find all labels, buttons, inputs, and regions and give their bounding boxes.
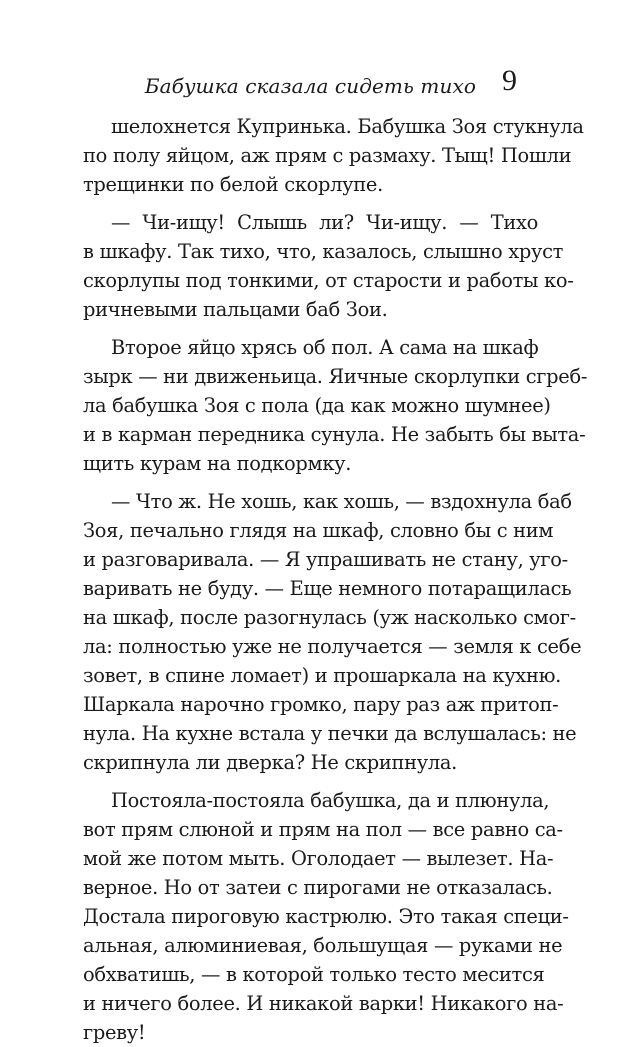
- page-header: [0, 60, 619, 100]
- text-line: трещинки по белой скорлупе.: [83, 173, 383, 196]
- text-line: нула. На кухне встала у печки да вслушалась: не: [83, 722, 577, 745]
- paragraph: [83, 786, 569, 1047]
- text-line: по полу яйцом, аж прям с размаху. Тыщ! Пошли: [83, 144, 572, 167]
- text-line: зовет, в спине ломает) и прошаркала на кухню.: [83, 664, 562, 687]
- body-text: [83, 112, 588, 1047]
- text-line: ла: полностью уже не получается — земля к себе: [83, 635, 582, 658]
- text-line: варивать не буду. — Еще немного потаращилась: [83, 577, 572, 600]
- text-line: греву!: [83, 1021, 146, 1044]
- paragraph: [83, 487, 582, 777]
- text-line: — Что ж. Не хошь, как хошь, — вздохнула баб: [111, 490, 572, 513]
- text-line: альная, алюминиевая, большущая — руками не: [83, 934, 563, 957]
- text-line: обхватишь, — в которой только тесто месится: [83, 963, 545, 986]
- text-line: верное. Но от затеи с пирогами не отказалась.: [83, 876, 553, 899]
- paragraph: [83, 333, 588, 478]
- text-line: Зоя, печально глядя на шкаф, словно бы с ним: [83, 519, 554, 542]
- text-line: скорлупы под тонкими, от старости и работы ко-: [83, 269, 574, 292]
- text-line: и разговаривала. — Я упрашивать не стану, уго-: [83, 548, 568, 571]
- text-line: на шкаф, после разогнулась (уж насколько смог-: [83, 606, 576, 629]
- text-line: в шкафу. Так тихо, что, казалось, слышно хруст: [83, 240, 564, 263]
- text-line: и ничего более. И никакой варки! Никакого на-: [83, 992, 564, 1015]
- text-line: скрипнула ли дверка? Не скрипнула.: [83, 751, 457, 774]
- running-title: Бабушка сказала сидеть тихо: [144, 74, 476, 98]
- text-line: Шаркала нарочно громко, пару раз аж притоп-: [83, 693, 559, 716]
- text-line: Достала пироговую кастрюлю. Это такая специ-: [83, 905, 569, 928]
- text-line: мой же потом мыть. Оголодает — вылезет. На-: [83, 847, 554, 870]
- text-line: Постояла-постояла бабушка, да и плюнула,: [111, 789, 550, 812]
- text-line: и в карман передника сунула. Не забыть бы выта-: [83, 423, 586, 446]
- text-line: — Чи-ищу! Слышь ли? Чи-ищу. — Тихо: [111, 211, 538, 234]
- text-line: Второе яйцо хрясь об пол. А сама на шкаф: [111, 336, 539, 359]
- text-line: ричневыми пальцами баб Зои.: [83, 298, 388, 321]
- paragraph: [83, 112, 584, 199]
- text-line: зырк — ни движеньица. Яичные скорлупки сгреб-: [83, 365, 588, 388]
- page-number: 9: [502, 64, 517, 97]
- text-line: ла бабушка Зоя с пола (да как можно шумнее): [83, 394, 551, 417]
- text-line: щить курам на подкормку.: [83, 452, 352, 475]
- paragraph: [83, 208, 574, 324]
- text-line: вот прям слюной и прям на пол — все равно са-: [83, 818, 563, 841]
- text-line: шелохнется Купринька. Бабушка Зоя стукнула: [111, 115, 584, 138]
